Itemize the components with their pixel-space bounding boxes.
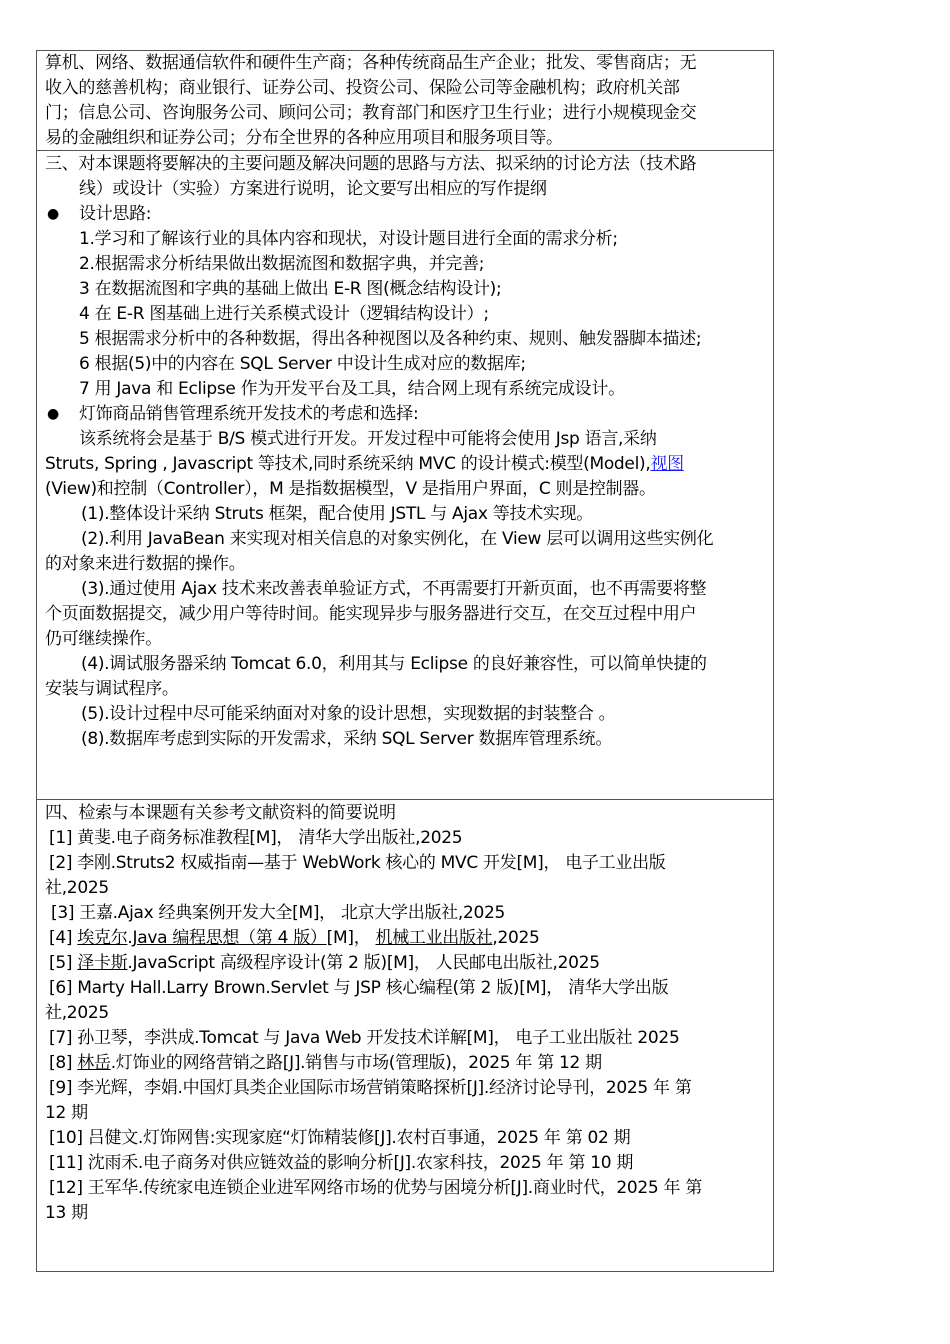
reference-4-year: ,2025 bbox=[492, 928, 540, 948]
tech-point-3-line-1: (3).通过使用 Ajax 技术来改善表单验证方式，不再需要打开新页面，也不再需要将整 bbox=[81, 579, 707, 599]
tech-point-5: (5).设计过程中尽可能采纳面对对象的设计思想，实现数据的封装整合 。 bbox=[81, 704, 616, 724]
bullet-icon: ● bbox=[47, 206, 60, 222]
reference-9-line-2: 12 期 bbox=[45, 1103, 88, 1123]
reference-4-author: 埃克尔 bbox=[77, 928, 128, 948]
tech-point-8: (8).数据库考虑到实际的开发需求，采纳 SQL Server 数据库管理系统。 bbox=[81, 729, 613, 749]
design-title: 设计思路: bbox=[79, 204, 152, 224]
reference-8-number: [8] bbox=[49, 1053, 78, 1073]
reference-9-line-1: [9] 李光辉，李娟.中国灯具类企业国际市场营销策略探析[J].经济讨论导刊，2025 年 第 bbox=[49, 1078, 692, 1098]
tech-point-2-line-1: (2).利用 JavaBean 来实现对相关信息的对象实例化，在 View 层可以调用这些实例化 bbox=[81, 529, 714, 549]
reference-4 bbox=[49, 926, 540, 951]
reference-7: [7] 孙卫琴，李洪成.Tomcat 与 Java Web 开发技术详解[M]， 电子工业出版社 2025 bbox=[49, 1028, 680, 1048]
design-step-7: 7 用 Java 和 Eclipse 作为开发平台及工具，结合网上现有系统完成设计。 bbox=[79, 379, 625, 399]
section-1-cell bbox=[37, 51, 773, 150]
section-3-heading-line-1: 三、对本课题将要解决的主要问题及解决问题的思路与方法、拟采纳的讨论方法（技术路 bbox=[45, 154, 697, 174]
design-step-3: 3 在数据流图和字典的基础上做出 E-R 图(概念结构设计); bbox=[79, 279, 502, 299]
reference-10: [10] 吕健文.灯饰网售:实现家庭“灯饰精装修[J].农村百事通，2025 年 第 02 期 bbox=[49, 1128, 631, 1148]
design-step-1: 1.学习和了解该行业的具体内容和现状，对设计题目进行全面的需求分析; bbox=[79, 229, 618, 249]
tech-point-4-line-2: 安装与调试程序。 bbox=[45, 679, 179, 699]
reference-12-line-2: 13 期 bbox=[45, 1203, 88, 1223]
reference-4-type: [M]， bbox=[326, 928, 376, 948]
reference-8-author: 林岳 bbox=[77, 1053, 111, 1073]
reference-6-line-2: 社,2025 bbox=[45, 1003, 109, 1023]
tech-point-3-line-2: 个页面数据提交，减少用户等待时间。能实现异步与服务器进行交互，在交互过程中用户 bbox=[45, 604, 697, 624]
section-3-heading-line-2: 线）或设计（实验）方案进行说明，论文要写出相应的写作提纲 bbox=[79, 179, 547, 199]
tech-intro-line-2-text: Struts, Spring , Javascript 等技术,同时系统采纳 MVC 的设计模式:模型(Model), bbox=[45, 454, 651, 474]
reference-3: [3] 王嘉.Ajax 经典案例开发大全[M]， 北京大学出版社,2025 bbox=[51, 903, 506, 923]
section-4-cell bbox=[37, 799, 773, 1271]
design-step-5: 5 根据需求分析中的各种数据，得出各种视图以及各种约束、规则、触发器脚本描述; bbox=[79, 329, 702, 349]
reference-6-line-1: [6] Marty Hall.Larry Brown.Servlet 与 JSP 核心编程(第 2 版)[M]， 清华大学出版 bbox=[49, 978, 669, 998]
reference-8-rest: .灯饰业的网络营销之路[J].销售与市场(管理版)，2025 年 第 12 期 bbox=[110, 1053, 602, 1073]
reference-1: [1] 黄斐.电子商务标准教程[M]， 清华大学出版社,2025 bbox=[49, 828, 463, 848]
view-link[interactable]: 视图 bbox=[650, 454, 684, 474]
tech-intro-line-2 bbox=[45, 452, 684, 477]
section-1-line-2: 收入的慈善机构；商业银行、证券公司、投资公司、保险公司等金融机构；政府机关部 bbox=[45, 78, 680, 98]
tech-point-2-line-2: 的对象来进行数据的操作。 bbox=[45, 554, 246, 574]
reference-5-author: 泽卡斯 bbox=[77, 953, 128, 973]
reference-12-line-1: [12] 王军华.传统家电连锁企业进军网络市场的优势与困境分析[J].商业时代，2025 年 第 bbox=[49, 1178, 703, 1198]
section-4-heading: 四、检索与本课题有关参考文献资料的简要说明 bbox=[45, 803, 396, 823]
tech-point-3-line-3: 仍可继续操作。 bbox=[45, 629, 162, 649]
section-3-cell bbox=[37, 150, 773, 799]
design-step-6: 6 根据(5)中的内容在 SQL Server 中设计生成对应的数据库; bbox=[79, 354, 526, 374]
reference-4-number: [4] bbox=[49, 928, 78, 948]
tech-point-4-line-1: (4).调试服务器采纳 Tomcat 6.0，利用其与 Eclipse 的良好兼容性，可以简单快捷的 bbox=[81, 654, 707, 674]
reference-2-line-1: [2] 李刚.Struts2 权威指南—基于 WebWork 核心的 MVC 开发[M]， 电子工业出版 bbox=[49, 853, 666, 873]
reference-5-number: [5] bbox=[49, 953, 78, 973]
section-1-line-3: 门；信息公司、咨询服务公司、顾问公司；教育部门和医疗卫生行业；进行小规模现金交 bbox=[45, 103, 697, 123]
bullet-icon: ● bbox=[47, 406, 60, 422]
section-1-line-1: 算机、网络、数据通信软件和硬件生产商；各种传统商品生产企业；批发、零售商店；无 bbox=[45, 53, 697, 73]
section-1-line-4: 易的金融组织和证券公司；分布全世界的各种应用项目和服务项目等。 bbox=[45, 128, 563, 148]
tech-intro-line-1: 该系统将会是基于 B/S 模式进行开发。开发过程中可能将会使用 Jsp 语言,采纳 bbox=[79, 429, 657, 449]
reference-4-dot: . bbox=[127, 928, 133, 948]
tech-intro-line-3: (View)和控制（Controller），M 是指数据模型，V 是指用户界面，C 则是控制器。 bbox=[45, 479, 656, 499]
tech-point-1: (1).整体设计采纳 Struts 框架，配合使用 JSTL 与 Ajax 等技术实现。 bbox=[81, 504, 593, 524]
reference-11: [11] 沈雨禾.电子商务对供应链效益的影响分析[J].农家科技，2025 年 第 10 期 bbox=[49, 1153, 634, 1173]
reference-5-rest: .JavaScript 高级程序设计(第 2 版)[M]， 人民邮电出版社,2025 bbox=[127, 953, 600, 973]
reference-5 bbox=[49, 951, 600, 976]
reference-4-publisher: 机械工业出版社 bbox=[375, 928, 493, 948]
design-step-4: 4 在 E-R 图基础上进行关系模式设计（逻辑结构设计）; bbox=[79, 304, 489, 324]
design-step-2: 2.根据需求分析结果做出数据流图和数据字典，并完善; bbox=[79, 254, 485, 274]
reference-2-line-2: 社,2025 bbox=[45, 878, 109, 898]
tech-title: 灯饰商品销售管理系统开发技术的考虑和选择: bbox=[79, 404, 419, 424]
document-table bbox=[36, 50, 774, 1272]
reference-8 bbox=[49, 1051, 602, 1076]
reference-4-title: Java 编程思想（第 4 版） bbox=[132, 928, 327, 948]
